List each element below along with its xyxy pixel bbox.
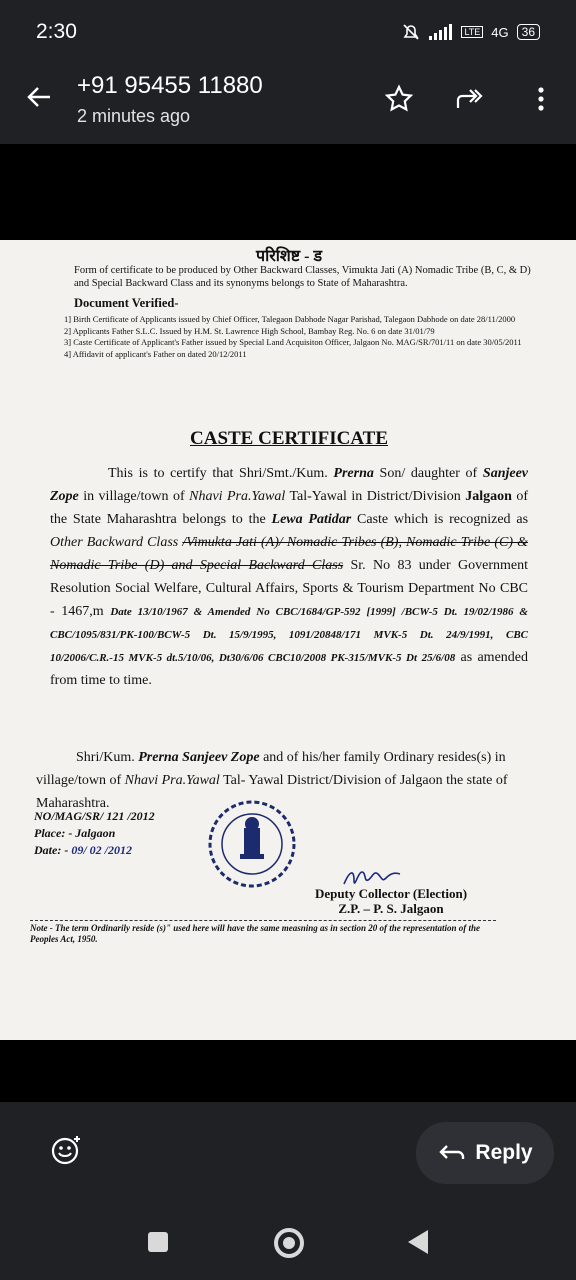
government-seal-icon [204,796,300,892]
authority-title: Deputy Collector (Election) [314,886,468,901]
body-text: Sr. No 83 under Government Resolution Social Welfare, Cultural Affairs, Sports & Tourism Department No CBC - 1467,m [50,558,528,619]
certificate-body [50,462,528,692]
sender-phone: +91 95455 11880 [77,72,263,99]
date-line [34,842,155,859]
home-button[interactable] [274,1228,304,1258]
date-label: Date: - [34,843,69,857]
place-line: Place: - Jalgaon [34,826,116,840]
signal-icon [429,24,453,40]
sent-time: 2 minutes ago [77,106,191,126]
body-text: Tal- Yawal District/Division of [223,773,397,788]
reply-button[interactable] [416,1122,554,1184]
reply-label: Reply [475,1141,533,1164]
government-references: Date 13/10/1967 & Amended No CBC/1684/GP-592 [1999] /BCW-5 Dt. 19/02/1986 & CBC/1095/831/PK-100/BCW-5 Dt. 15/9/1995, 1091/20848/171 MVK-5 Dt. 24/9/1991, CBC 10/2006/C.R.-15 MVK-5 dt.5/10/06, Dt30/6/06 CBC10/2008 PK-315/MVK-5 Dt 25/6/08 [50,606,528,664]
status-time: 2:30 [36,20,77,43]
certificate-title: CASTE CERTIFICATE [190,428,388,449]
back-button[interactable] [408,1230,428,1254]
body-text: This is to certify that Shri/Smt./Kum. [108,466,328,481]
reference-number: NO/MAG/SR/ 121 /2012 [34,809,155,823]
network-type: 4G [491,24,509,40]
bottom-action-bar [0,1102,576,1198]
signing-authority [306,886,476,916]
battery-indicator: 36 [517,24,540,40]
applicant-full-name: Prerna Sanjeev Zope [138,750,260,765]
authority-office: Z.P. – P. S. Jalgaon [338,901,444,916]
mute-icon [401,22,421,42]
caste-certificate-image [0,240,576,1040]
caste-category: Other Backward Class [50,535,179,550]
certificate-reference [34,808,155,859]
appendix-heading: परिशिष्ट - ड [256,248,323,265]
verified-list [64,314,539,360]
star-icon[interactable] [384,84,414,114]
father-name: Sanjeev Zope [50,466,529,504]
verified-item: 2] Applicants Father S.L.C. Issued by H.M. St. Lawrence High School, Bambay Reg. No. 6 on date 31/01/79 [64,325,435,336]
system-navigation-bar [0,1198,576,1280]
village-name: Nhavi Pra.Yawal [124,773,220,788]
verified-item: 1] Birth Certificate of Applicants issued by Chief Officer, Talegaon Dabhode Nagar Parishad, Talegaon Dabhode on date 28/11/2000 [64,314,516,324]
forward-icon[interactable] [454,84,484,114]
more-options-icon[interactable] [526,84,556,114]
recents-button[interactable] [148,1232,168,1252]
viewer-header [0,64,576,144]
verified-item: 3] Caste Certificate of Applicant's Father issued by Special Land Acquisiton Officer, Jalgaon No. MAG/SR/701/11 on date 30/05/2011 [64,337,522,347]
body-text: and of his/her family Ordinary resides(s) in village/town of [36,750,506,788]
body-text: of the State Maharashtra belongs to the [50,489,529,527]
footnote: Note - The term Ordinarily reside (s)" used here will have the same measning as in section 20 of the representation of the Peoples Act, 1950. [30,920,496,945]
body-text: the state of Maharashtra. [36,773,508,811]
emoji-reaction-icon[interactable] [50,1134,82,1166]
body-text: Shri/Kum. [76,750,135,765]
body-text: Tal-Yawal in District/Division [289,489,461,504]
back-arrow-icon[interactable] [24,82,54,112]
form-description: Form of certificate to be produced by Other Backward Classes, Vimukta Jati (A) Nomadic Tribe (B, C, & D) and Special Backward Class and its synonyms belongs to State of Maharashtra. [74,265,531,289]
village-name: Nhavi Pra.Yawal [189,489,286,504]
verified-item: 4] Affidavit of applicant's Father on dated 20/12/2011 [64,348,247,359]
image-viewer[interactable] [0,144,576,1102]
status-icons [401,22,540,42]
caste-name: Lewa Patidar [271,512,352,527]
body-text: in village/town of [83,489,185,504]
date-value: 09/ 02 /2012 [71,843,132,857]
applicant-name: Prerna [333,466,374,481]
district-name: Jalgaon [465,489,512,504]
status-bar [0,0,576,64]
struck-text: /Vimukta Jati (A)/ Nomadic Tribes (B), Nomadic Tribe (C) & Nomadic Tribe (D) and Special Backward Class [50,535,528,573]
lte-badge: LTE [461,26,483,38]
body-text: Son/ daughter of [379,466,478,481]
reply-arrow-icon [437,1143,465,1163]
body-text: as amended from time to time. [50,650,529,688]
district-name: Jalgaon [399,773,443,788]
body-text: Caste which is recognized as [357,512,529,527]
verified-heading: Document Verified- [74,296,179,310]
